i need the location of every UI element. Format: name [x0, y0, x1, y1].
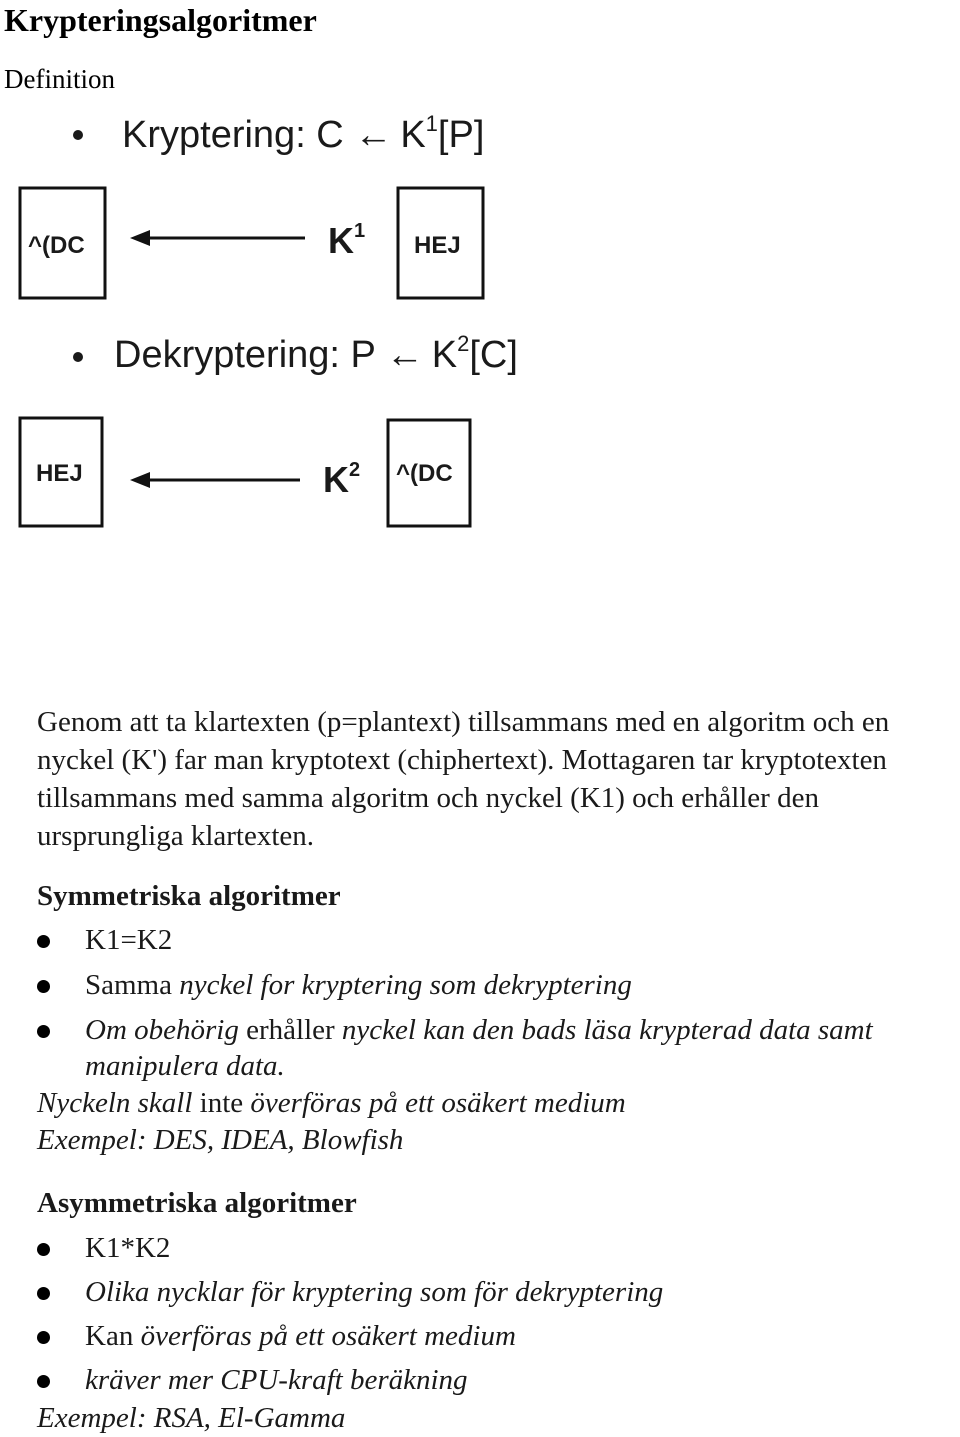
symmetric-heading: Symmetriska algoritmer — [37, 880, 341, 912]
bullet-icon — [37, 1375, 50, 1388]
bullet-icon — [37, 980, 50, 993]
paragraph-line: ursprungliga klartexten. — [37, 820, 315, 852]
list-item: Olika nycklar för kryptering som för dekryptering — [37, 1274, 947, 1314]
bullet-icon — [37, 1025, 50, 1038]
symmetric-note: Nyckeln skall inte överföras på ett osäkert medium — [37, 1087, 626, 1119]
paragraph-line: nyckel (K') far man kryptotext (chiphertext). Mottagaren tar kryptotexten — [37, 744, 887, 776]
arrow-left-icon — [130, 230, 305, 246]
formula-prefix: Kryptering: C — [122, 114, 355, 156]
bullet-icon — [73, 352, 83, 362]
page-subtitle: Definition — [4, 64, 115, 94]
bullet-icon — [37, 1331, 50, 1344]
paragraph-line: Genom att ta klartexten (p=plantext) tillsammans med en algoritm och en — [37, 706, 890, 738]
formula2-key: K — [431, 334, 458, 376]
bullet-icon — [37, 1243, 50, 1256]
intro-paragraph — [37, 703, 957, 855]
paragraph-line: tillsammans med samma algoritm och nyckel (K1) och erhåller den — [37, 782, 819, 814]
bullet-icon — [37, 1287, 50, 1300]
ciphertext-label: ^(DC — [28, 232, 85, 259]
formula2-key-sup: 2 — [457, 331, 470, 356]
plaintext-label: HEJ — [414, 232, 461, 259]
left-arrow-icon: ← — [385, 334, 424, 376]
formula-key-sup: 1 — [425, 111, 438, 136]
formula2-suffix: [C] — [469, 334, 518, 376]
formula-key: K — [400, 114, 426, 156]
symmetric-example: Exempel: DES, IDEA, Blowfish — [37, 1124, 404, 1156]
list-item: Om obehörig erhåller nyckel kan den bads läsa krypterad data samt manipulera data. — [37, 1012, 947, 1086]
list-item: K1*K2 — [37, 1230, 947, 1270]
formula-suffix: [P] — [437, 114, 485, 156]
arrow-left-icon-2 — [130, 472, 300, 488]
encryption-formula — [73, 111, 484, 156]
encryption-diagram — [0, 95, 600, 565]
formula2-prefix: Dekryptering: P — [114, 334, 386, 376]
svg-text:Kryptering: C ←K1[P] — [122, 111, 484, 156]
page-title: Krypteringsalgoritmer — [4, 2, 317, 38]
list-item: Kan överföras på ett osäkert medium — [37, 1318, 947, 1358]
asymmetric-example: Exempel: RSA, El-Gamma — [37, 1402, 346, 1434]
list-item: kräver mer CPU-kraft beräkning — [37, 1362, 947, 1402]
ciphertext-label-2: ^(DC — [396, 460, 453, 487]
plaintext-label-2: HEJ — [36, 460, 83, 487]
key2-label: $K^2$ — [323, 459, 361, 500]
svg-text:Dekryptering: P ←K2[C] — [114, 331, 518, 376]
bullet-icon — [37, 935, 50, 948]
key1-label: $K^1$ — [328, 220, 366, 261]
left-arrow-icon: ← — [354, 114, 393, 156]
list-item: K1=K2 — [37, 922, 947, 962]
asymmetric-heading: Asymmetriska algoritmer — [37, 1187, 357, 1219]
list-item: Samma nyckel for kryptering som dekryptering — [37, 967, 947, 1007]
bullet-icon — [73, 130, 83, 140]
decryption-formula — [73, 331, 518, 376]
